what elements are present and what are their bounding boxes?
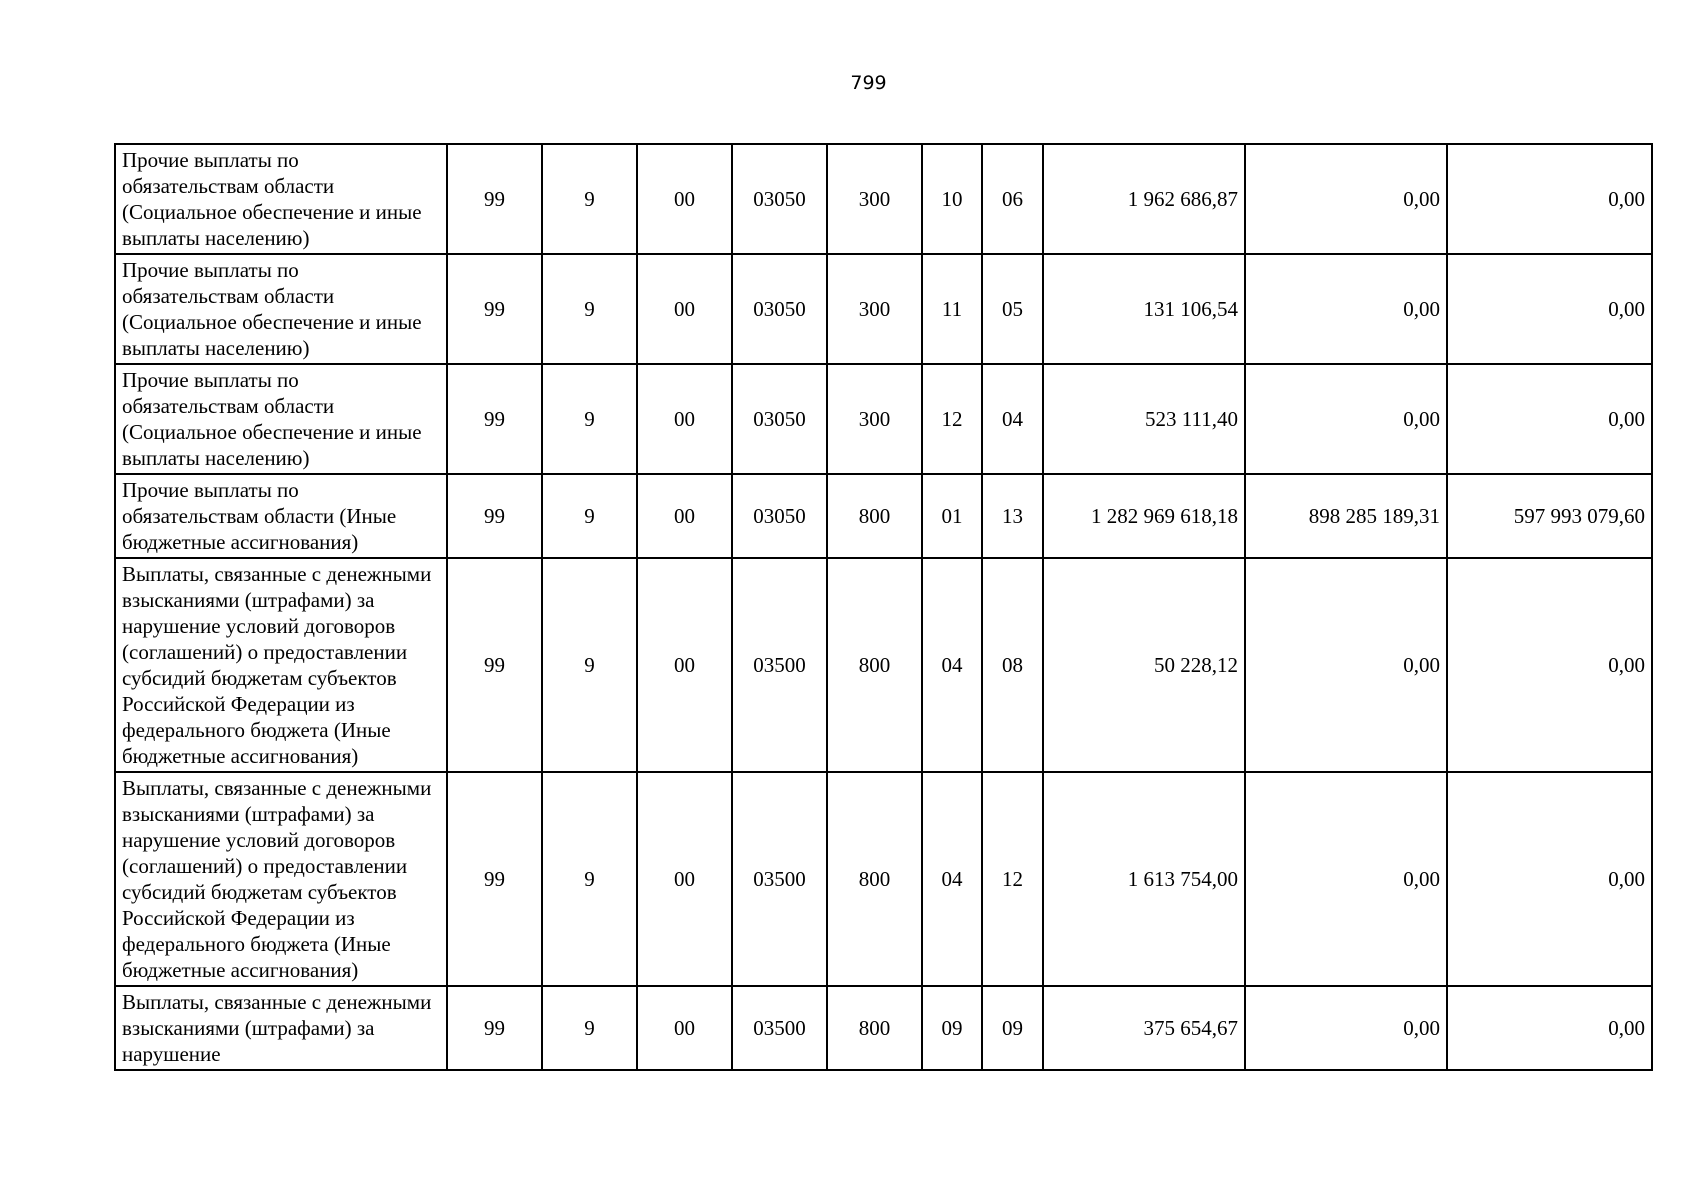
program-code: 99 <box>447 364 542 474</box>
subprogram-code: 9 <box>542 364 637 474</box>
section-code: 04 <box>922 558 982 772</box>
subprogram-code: 9 <box>542 986 637 1070</box>
expense-type-code: 800 <box>827 772 922 986</box>
amount-year-3: 0,00 <box>1447 772 1652 986</box>
budget-table <box>114 143 1653 1071</box>
subsection-code: 08 <box>982 558 1043 772</box>
subsection-code: 05 <box>982 254 1043 364</box>
amount-year-2: 0,00 <box>1245 986 1447 1070</box>
amount-year-1: 1 613 754,00 <box>1043 772 1245 986</box>
amount-year-2: 898 285 189,31 <box>1245 474 1447 558</box>
subprogram-code: 9 <box>542 254 637 364</box>
row-description: Прочие выплаты по обязательствам области (Социальное обеспечение и иные выплаты населению) <box>115 254 447 364</box>
program-code: 99 <box>447 144 542 254</box>
row-description: Прочие выплаты по обязательствам области (Иные бюджетные ассигнования) <box>115 474 447 558</box>
main-event-code: 00 <box>637 986 732 1070</box>
direction-code: 03500 <box>732 772 827 986</box>
section-code: 12 <box>922 364 982 474</box>
expense-type-code: 300 <box>827 144 922 254</box>
subprogram-code: 9 <box>542 144 637 254</box>
subprogram-code: 9 <box>542 772 637 986</box>
table-body <box>115 144 1652 1070</box>
main-event-code: 00 <box>637 254 732 364</box>
amount-year-3: 0,00 <box>1447 986 1652 1070</box>
subsection-code: 04 <box>982 364 1043 474</box>
row-description: Выплаты, связанные с денежными взысканиями (штрафами) за нарушение <box>115 986 447 1070</box>
table-row <box>115 772 1652 986</box>
table-row <box>115 364 1652 474</box>
amount-year-2: 0,00 <box>1245 772 1447 986</box>
row-description: Выплаты, связанные с денежными взысканиями (штрафами) за нарушение условий договоров (соглашений) о предоставлении субсидий бюджетам субъектов Российской Федерации из федерального бюджета (Иные бюджетные ассигнования) <box>115 558 447 772</box>
row-description: Прочие выплаты по обязательствам области (Социальное обеспечение и иные выплаты населению) <box>115 364 447 474</box>
direction-code: 03050 <box>732 144 827 254</box>
section-code: 04 <box>922 772 982 986</box>
table-row <box>115 254 1652 364</box>
program-code: 99 <box>447 558 542 772</box>
program-code: 99 <box>447 254 542 364</box>
main-event-code: 00 <box>637 474 732 558</box>
expense-type-code: 800 <box>827 558 922 772</box>
subprogram-code: 9 <box>542 558 637 772</box>
table-row <box>115 986 1652 1070</box>
program-code: 99 <box>447 474 542 558</box>
table-row <box>115 558 1652 772</box>
section-code: 11 <box>922 254 982 364</box>
amount-year-1: 1 962 686,87 <box>1043 144 1245 254</box>
expense-type-code: 300 <box>827 254 922 364</box>
amount-year-3: 0,00 <box>1447 364 1652 474</box>
main-event-code: 00 <box>637 364 732 474</box>
main-event-code: 00 <box>637 144 732 254</box>
section-code: 01 <box>922 474 982 558</box>
amount-year-1: 50 228,12 <box>1043 558 1245 772</box>
main-event-code: 00 <box>637 558 732 772</box>
page-number: 799 <box>850 72 887 94</box>
program-code: 99 <box>447 986 542 1070</box>
amount-year-3: 0,00 <box>1447 558 1652 772</box>
table-row <box>115 144 1652 254</box>
subsection-code: 12 <box>982 772 1043 986</box>
expense-type-code: 300 <box>827 364 922 474</box>
section-code: 09 <box>922 986 982 1070</box>
table-row <box>115 474 1652 558</box>
direction-code: 03500 <box>732 558 827 772</box>
amount-year-3: 0,00 <box>1447 254 1652 364</box>
amount-year-2: 0,00 <box>1245 254 1447 364</box>
amount-year-1: 523 111,40 <box>1043 364 1245 474</box>
amount-year-1: 375 654,67 <box>1043 986 1245 1070</box>
amount-year-2: 0,00 <box>1245 144 1447 254</box>
amount-year-2: 0,00 <box>1245 558 1447 772</box>
direction-code: 03050 <box>732 364 827 474</box>
main-event-code: 00 <box>637 772 732 986</box>
row-description: Выплаты, связанные с денежными взысканиями (штрафами) за нарушение условий договоров (соглашений) о предоставлении субсидий бюджетам субъектов Российской Федерации из федерального бюджета (Иные бюджетные ассигнования) <box>115 772 447 986</box>
section-code: 10 <box>922 144 982 254</box>
expense-type-code: 800 <box>827 474 922 558</box>
amount-year-2: 0,00 <box>1245 364 1447 474</box>
amount-year-1: 1 282 969 618,18 <box>1043 474 1245 558</box>
subprogram-code: 9 <box>542 474 637 558</box>
direction-code: 03050 <box>732 474 827 558</box>
direction-code: 03500 <box>732 986 827 1070</box>
program-code: 99 <box>447 772 542 986</box>
subsection-code: 09 <box>982 986 1043 1070</box>
direction-code: 03050 <box>732 254 827 364</box>
subsection-code: 06 <box>982 144 1043 254</box>
row-description: Прочие выплаты по обязательствам области (Социальное обеспечение и иные выплаты населению) <box>115 144 447 254</box>
amount-year-3: 597 993 079,60 <box>1447 474 1652 558</box>
amount-year-3: 0,00 <box>1447 144 1652 254</box>
subsection-code: 13 <box>982 474 1043 558</box>
amount-year-1: 131 106,54 <box>1043 254 1245 364</box>
expense-type-code: 800 <box>827 986 922 1070</box>
